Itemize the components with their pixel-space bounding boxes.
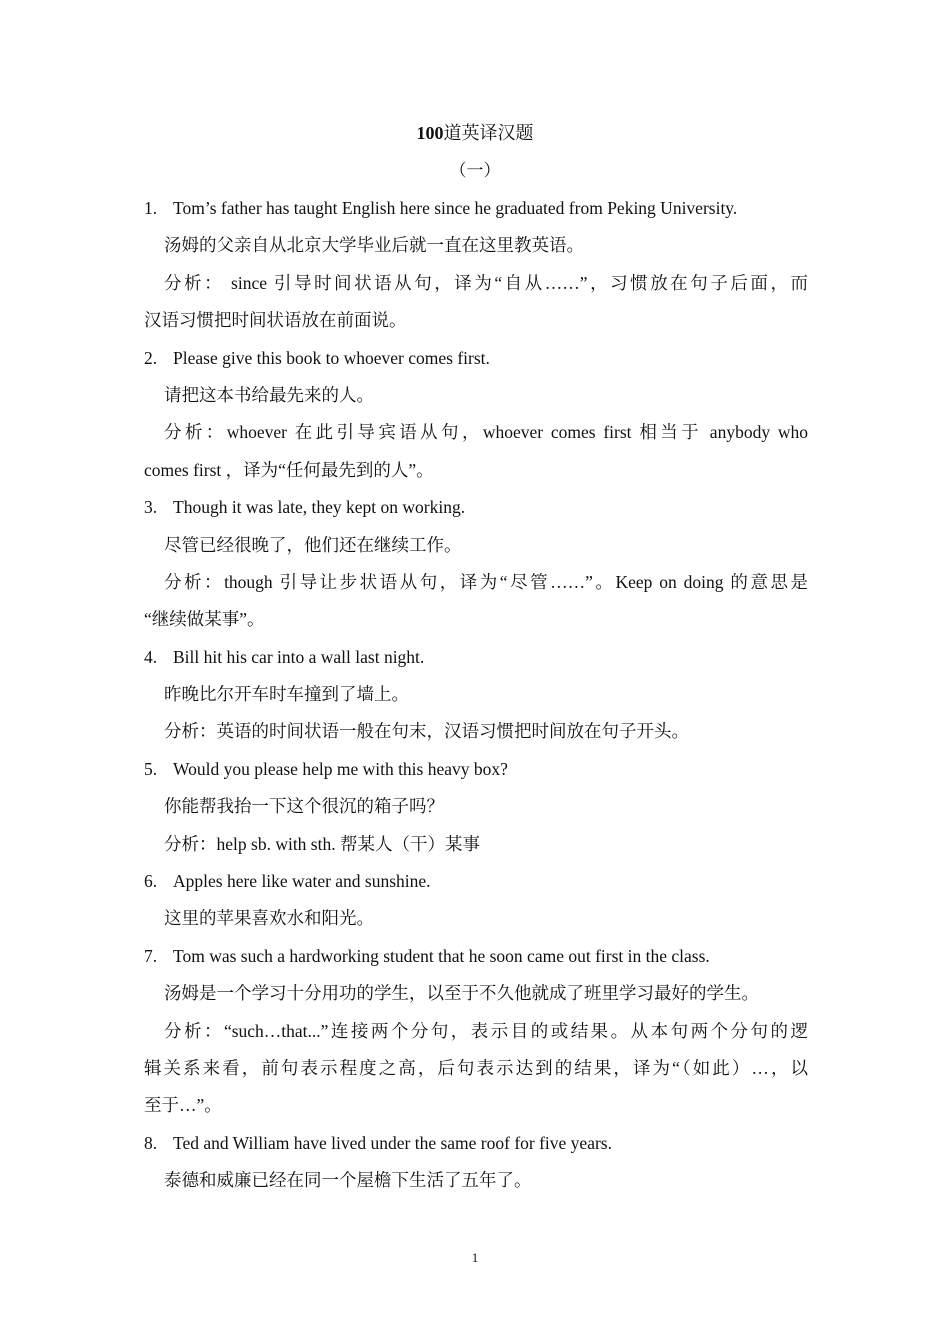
- english-text: Apples here like water and sunshine.: [173, 871, 431, 892]
- chinese-translation: 你能帮我抬一下这个很沉的箱子吗？: [164, 796, 444, 817]
- english-sentence: [144, 751, 808, 788]
- analysis-line: 分析：英语的时间状语一般在句末，汉语习惯把时间放在句子开头。: [164, 721, 689, 742]
- analysis-line: 分析：help sb. with sth. 帮某人（干）某事: [164, 833, 480, 854]
- analysis-line: 汉语习惯把时间状语放在前面说。: [144, 310, 407, 331]
- chinese-translation: 汤姆是一个学习十分用功的学生，以至于不久他就成了班里学习最好的学生。: [164, 983, 759, 1004]
- analysis-line: 至于…”。: [144, 1095, 222, 1116]
- english-text: Tom’s father has taught English here since he graduated from Peking University.: [173, 198, 738, 218]
- analysis-line: 分析： since 引导时间状语从句，译为“自从……”，习惯放在句子后面，而: [164, 272, 808, 293]
- exercise-list: [144, 190, 808, 1200]
- chinese-translation: 尽管已经很晚了，他们还在继续工作。: [164, 534, 462, 555]
- analysis-line: “继续做某事”。: [144, 609, 265, 630]
- item-number: 2.: [144, 347, 158, 368]
- english-sentence: [144, 863, 808, 900]
- analysis-line: 分析：though 引导让步状语从句，译为“尽管……”。Keep on doing 的意思是: [164, 571, 808, 592]
- english-sentence: [144, 1125, 808, 1162]
- chinese-translation: 请把这本书给最先来的人。: [164, 384, 374, 405]
- item-number: 3.: [144, 497, 158, 518]
- title-text: 道英译汉题: [443, 123, 534, 143]
- page-title: [0, 120, 950, 146]
- chinese-translation: 昨晚比尔开车时车撞到了墙上。: [164, 684, 409, 705]
- analysis-line: comes first ，译为“任何最先到的人”。: [144, 459, 434, 480]
- analysis-line: 分析：“such…that...”连接两个分句，表示目的或结果。从本句两个分句的逻: [164, 1020, 808, 1041]
- chinese-translation: 泰德和威廉已经在同一个屋檐下生活了五年了。: [164, 1170, 532, 1191]
- english-text: Tom was such a hardworking student that he soon came out first in the class.: [173, 945, 710, 966]
- english-text: Would you please help me with this heavy box?: [173, 758, 508, 779]
- chinese-translation: 汤姆的父亲自从北京大学毕业后就一直在这里教英语。: [164, 235, 584, 256]
- item-number: 6.: [144, 871, 158, 892]
- page-number: 1: [471, 1250, 479, 1265]
- english-text: Ted and William have lived under the same roof for five years.: [173, 1132, 612, 1153]
- english-sentence: [144, 639, 808, 676]
- english-sentence: [144, 938, 808, 975]
- english-text: Though it was late, they kept on working.: [173, 497, 466, 518]
- english-text: Bill hit his car into a wall last night.: [173, 646, 425, 667]
- english-sentence: [144, 340, 808, 377]
- item-number: 7.: [144, 945, 158, 966]
- title-number: 100: [416, 123, 444, 143]
- english-sentence: [144, 190, 808, 227]
- analysis-line: 辑关系来看，前句表示程度之高，后句表示达到的结果，译为“（如此）…，以: [144, 1057, 808, 1078]
- analysis-line: 分析：whoever 在此引导宾语从句，whoever comes first 相当于 anybody who: [164, 422, 808, 443]
- item-number: 5.: [144, 758, 158, 779]
- item-number: 4.: [144, 646, 158, 667]
- item-number: 1.: [144, 198, 158, 218]
- english-text: Please give this book to whoever comes first.: [173, 347, 490, 368]
- item-number: 8.: [144, 1132, 158, 1153]
- english-sentence: [144, 489, 808, 526]
- section-subtitle: （一）: [449, 161, 501, 180]
- chinese-translation: 这里的苹果喜欢水和阳光。: [164, 908, 374, 929]
